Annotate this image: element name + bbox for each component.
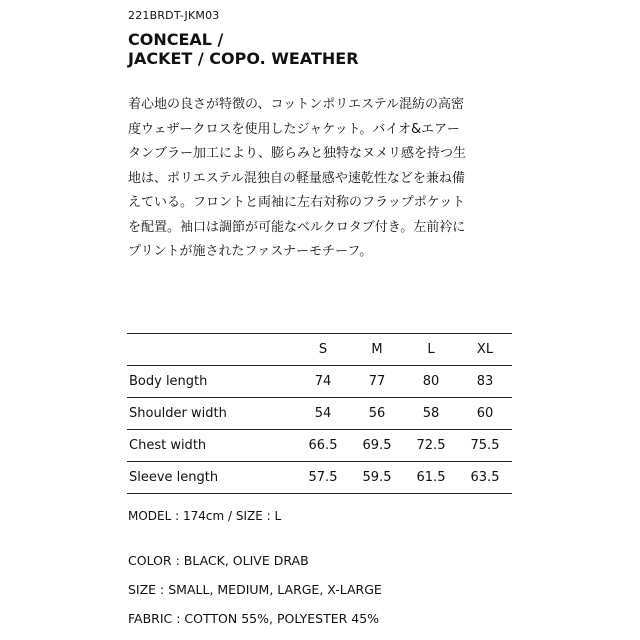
cell-value: 61.5: [416, 470, 446, 485]
size-header-xl: XL: [476, 342, 494, 357]
cell-value: 60: [476, 406, 494, 421]
cell-value: 69.5: [362, 438, 392, 453]
description-line: を配置。袖口は調節が可能なベルクロタブ付き。左前衿に: [128, 219, 466, 235]
title-line-2: JACKET / COPO. WEATHER: [128, 49, 359, 68]
cell-value: 58: [422, 406, 440, 421]
cell-value: 75.5: [470, 438, 500, 453]
spec-color: COLOR : BLACK, OLIVE DRAB: [128, 553, 309, 568]
cell-value: 66.5: [308, 438, 338, 453]
table-row: [127, 366, 512, 398]
cell-value: 57.5: [308, 470, 338, 485]
row-label: Chest width: [129, 438, 207, 453]
description-line: 着心地の良さが特徴の、コットンポリエステル混紡の高密: [128, 97, 465, 112]
row-label: Sleeve length: [129, 470, 219, 485]
spec-size: SIZE : SMALL, MEDIUM, LARGE, X-LARGE: [128, 582, 382, 597]
model-info: MODEL : 174cm / SIZE : L: [128, 509, 282, 523]
size-table: [127, 333, 512, 494]
cell-value: 72.5: [416, 438, 446, 453]
product-title: [128, 30, 359, 68]
description-line: 地は、ポリエステル混独自の軽量感や速乾性などを兼ね備: [128, 170, 465, 186]
row-label: Shoulder width: [129, 406, 227, 421]
table-row: [127, 398, 512, 430]
cell-value: 77: [368, 374, 386, 389]
title-line-1: CONCEAL /: [128, 30, 224, 49]
description-line: タンブラー加工により、膨らみと独特なヌメリ感を持つ生: [128, 146, 467, 161]
cell-value: 56: [368, 406, 386, 421]
spec-fabric: FABRIC : COTTON 55%, POLYESTER 45%: [128, 611, 380, 626]
product-description: [128, 93, 528, 265]
table-row: [127, 430, 512, 462]
description-line: プリントが施されたファスナーモチーフ。: [128, 244, 373, 259]
cell-value: 54: [314, 406, 332, 421]
size-header-s: S: [318, 342, 328, 357]
cell-value: 63.5: [470, 470, 500, 485]
cell-value: 83: [476, 374, 494, 389]
table-row: [127, 462, 512, 494]
cell-value: 74: [314, 374, 332, 389]
size-header-row: [127, 334, 512, 366]
size-header-l: L: [427, 342, 435, 357]
row-label: Body length: [129, 374, 208, 389]
product-specs: [128, 553, 382, 640]
product-code: 221BRDT-JKM03: [128, 9, 220, 22]
description-line: えている。フロントと両袖に左右対称のフラップポケット: [128, 195, 466, 210]
size-header-m: M: [371, 342, 383, 357]
cell-value: 59.5: [362, 470, 392, 485]
description-line: 度ウェザークロスを使用したジャケット。バイオ&エアー: [128, 121, 460, 137]
size-header-blank: [127, 334, 296, 366]
cell-value: 80: [422, 374, 440, 389]
